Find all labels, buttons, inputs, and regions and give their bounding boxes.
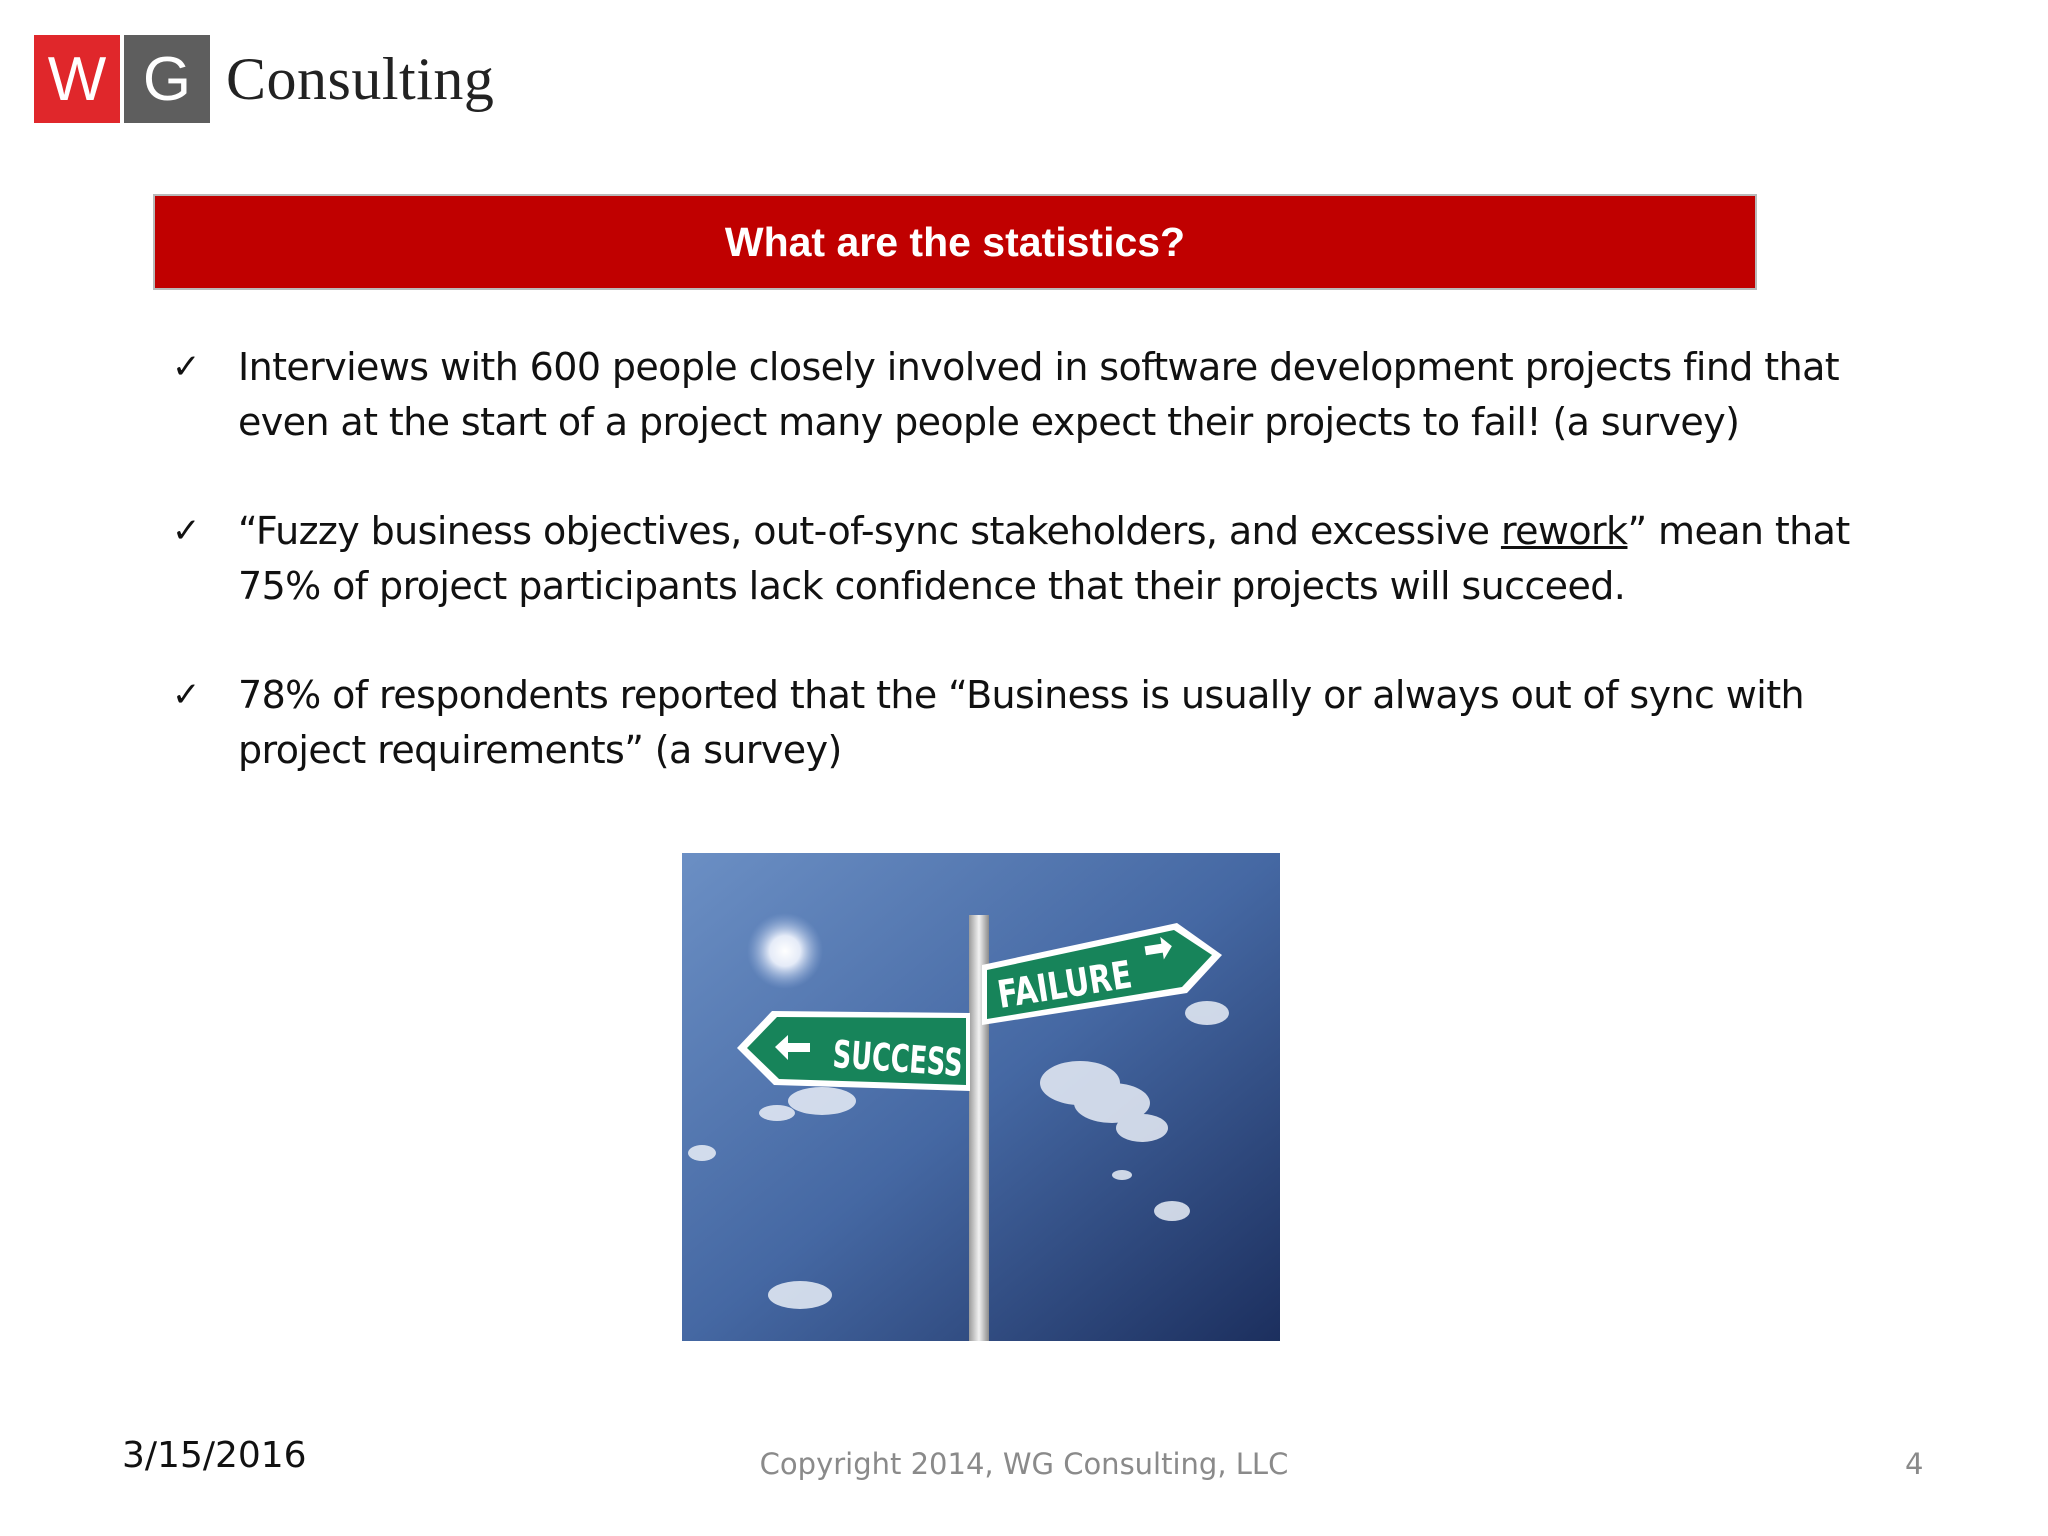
signpost-image — [682, 853, 1280, 1341]
logo-text: Consulting — [226, 45, 495, 112]
failure-sign-label: FAILURE — [994, 946, 1174, 1017]
footer-copyright: Copyright 2014, WG Consulting, LLC — [759, 1447, 1289, 1481]
company-logo — [34, 34, 494, 124]
bullet-text-part: “Fuzzy business objectives, out-of-sync stakeholders, and excessive — [238, 509, 1501, 553]
bullet-text: Interviews with 600 people closely involved in software development projects find that even at the start of a project many people expect their projects to fail! (a survey) — [238, 345, 1840, 444]
logo-letter-w: W — [34, 35, 120, 123]
bullet-text-part: ” mean that 75% of project participants lack confidence that their projects will succeed. — [238, 509, 1850, 608]
bullet-text — [238, 504, 1872, 614]
checkmark-icon: ✓ — [172, 511, 201, 551]
checkmark-icon: ✓ — [172, 347, 201, 387]
checkmark-icon: ✓ — [172, 675, 201, 715]
success-sign-label: SUCCESS — [831, 1032, 1027, 1090]
rework-underlined-word: rework — [1500, 509, 1628, 553]
bullet-item — [172, 668, 1872, 778]
title-bar — [153, 194, 1757, 290]
footer-date: 3/15/2016 — [122, 1435, 307, 1476]
sun — [747, 913, 823, 989]
slide-title: What are the statistics? — [724, 218, 1186, 265]
bullet-text: 78% of respondents reported that the “Business is usually or always out of sync with project requirements” (a survey) — [238, 673, 1804, 772]
bullet-item — [172, 504, 1872, 614]
logo-letter-g: G — [124, 35, 210, 123]
page-number: 4 — [1905, 1447, 1924, 1481]
bullet-item — [172, 340, 1872, 450]
bullet-list — [172, 340, 1872, 832]
